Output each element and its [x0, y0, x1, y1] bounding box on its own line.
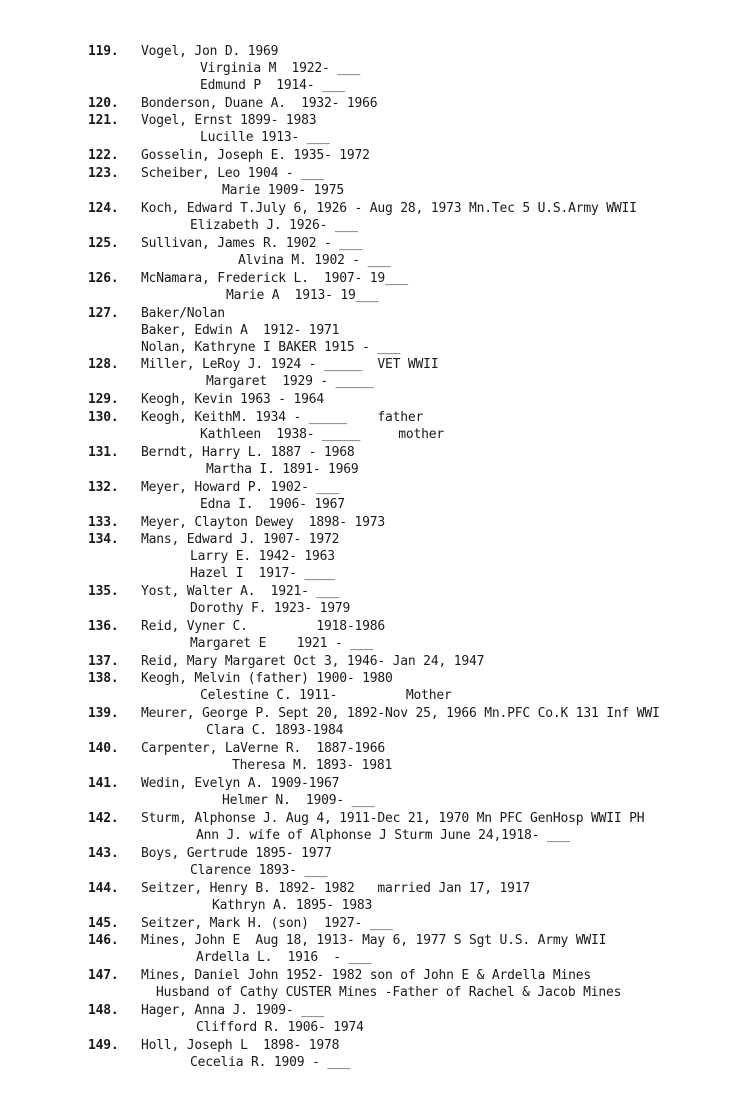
entry-line: Margaret 1929 - _____ — [206, 374, 374, 389]
entry-line: McNamara, Frederick L. 1907- 19___ — [141, 271, 408, 286]
entry-number: 126. — [88, 271, 119, 286]
entry-line: Marie A 1913- 19___ — [226, 288, 379, 303]
entry-line: Berndt, Harry L. 1887 - 1968 — [141, 445, 355, 460]
entry-number: 128. — [88, 357, 119, 372]
entry-line: Carpenter, LaVerne R. 1887-1966 — [141, 741, 386, 756]
entry-line: Ann J. wife of Alphonse J Sturm June 24,1918- ___ — [196, 828, 570, 843]
entry-number: 141. — [88, 776, 119, 791]
entry-line: Kathleen 1938- _____ mother — [200, 427, 445, 442]
entry-line: Gosselin, Joseph E. 1935- 1972 — [141, 148, 370, 163]
entry-line: Seitzer, Henry B. 1892- 1982 married Jan 17, 1917 — [141, 881, 530, 896]
entry-line: Holl, Joseph L 1898- 1978 — [141, 1038, 340, 1053]
entry-line: Kathryn A. 1895- 1983 — [212, 898, 373, 913]
entry-line: Scheiber, Leo 1904 - ___ — [141, 166, 325, 181]
entry-line: Reid, Vyner C. 1918-1986 — [141, 619, 386, 634]
entry-line: Koch, Edward T.July 6, 1926 - Aug 28, 1973 Mn.Tec 5 U.S.Army WWII — [141, 201, 637, 216]
entry-number: 145. — [88, 916, 119, 931]
entry-number: 139. — [88, 706, 119, 721]
entry-line: Larry E. 1942- 1963 — [190, 549, 335, 564]
entry-line: Alvina M. 1902 - ___ — [238, 253, 391, 268]
entry-line: Clifford R. 1906- 1974 — [196, 1020, 364, 1035]
entry-line: Hazel I 1917- ____ — [190, 566, 335, 581]
entry-line: Vogel, Ernst 1899- 1983 — [141, 113, 317, 128]
entry-number: 149. — [88, 1038, 119, 1053]
entry-line: Husband of Cathy CUSTER Mines -Father of Rachel & Jacob Mines — [156, 985, 622, 1000]
entry-number: 123. — [88, 166, 119, 181]
entry-line: Miller, LeRoy J. 1924 - _____ VET WWII — [141, 357, 439, 372]
entry-number: 130. — [88, 410, 119, 425]
entry-line: Margaret E 1921 - ___ — [190, 636, 374, 651]
entry-line: Vogel, Jon D. 1969 — [141, 44, 279, 59]
entry-line: Meyer, Clayton Dewey 1898- 1973 — [141, 515, 386, 530]
entry-number: 135. — [88, 584, 119, 599]
entry-number: 143. — [88, 846, 119, 861]
entry-line: Helmer N. 1909- ___ — [222, 793, 375, 808]
entry-line: Clara C. 1893-1984 — [206, 723, 344, 738]
entry-number: 142. — [88, 811, 119, 826]
entry-number: 127. — [88, 306, 119, 321]
entry-line: Nolan, Kathryne I BAKER 1915 - ___ — [141, 340, 401, 355]
entry-number: 144. — [88, 881, 119, 896]
entry-line: Mines, John E Aug 18, 1913- May 6, 1977 S Sgt U.S. Army WWII — [141, 933, 607, 948]
entry-number: 125. — [88, 236, 119, 251]
entry-line: Edna I. 1906- 1967 — [200, 497, 345, 512]
entry-line: Baker/Nolan — [141, 306, 225, 321]
entry-line: Edmund P 1914- ___ — [200, 78, 345, 93]
entry-line: Wedin, Evelyn A. 1909-1967 — [141, 776, 340, 791]
entry-number: 133. — [88, 515, 119, 530]
entry-line: Yost, Walter A. 1921- ___ — [141, 584, 340, 599]
entry-line: Theresa M. 1893- 1981 — [232, 758, 393, 773]
entry-line: Keogh, KeithM. 1934 - _____ father — [141, 410, 424, 425]
entry-number: 146. — [88, 933, 119, 948]
entry-line: Keogh, Kevin 1963 - 1964 — [141, 392, 325, 407]
entry-number: 132. — [88, 480, 119, 495]
entry-line: Martha I. 1891- 1969 — [206, 462, 359, 477]
entry-line: Mines, Daniel John 1952- 1982 son of John E & Ardella Mines — [141, 968, 591, 983]
entry-line: Virginia M 1922- ___ — [200, 61, 361, 76]
entry-line: Reid, Mary Margaret Oct 3, 1946- Jan 24, 1947 — [141, 654, 485, 669]
entry-number: 134. — [88, 532, 119, 547]
entry-line: Seitzer, Mark H. (son) 1927- ___ — [141, 916, 393, 931]
entry-line: Keogh, Melvin (father) 1900- 1980 — [141, 671, 393, 686]
entry-line: Boys, Gertrude 1895- 1977 — [141, 846, 332, 861]
entry-number: 121. — [88, 113, 119, 128]
entry-number: 124. — [88, 201, 119, 216]
entry-line: Meurer, George P. Sept 20, 1892-Nov 25, 1966 Mn.PFC Co.K 131 Inf WWI — [141, 706, 660, 721]
entry-line: Hager, Anna J. 1909- ___ — [141, 1003, 325, 1018]
entry-line: Cecelia R. 1909 - ___ — [190, 1055, 351, 1070]
entry-line: Elizabeth J. 1926- ___ — [190, 218, 358, 233]
entry-number: 119. — [88, 44, 119, 59]
entry-line: Clarence 1893- ___ — [190, 863, 328, 878]
entry-number: 131. — [88, 445, 119, 460]
entry-line: Sullivan, James R. 1902 - ___ — [141, 236, 363, 251]
entry-line: Meyer, Howard P. 1902- ___ — [141, 480, 340, 495]
entry-line: Bonderson, Duane A. 1932- 1966 — [141, 96, 378, 111]
entry-line: Dorothy F. 1923- 1979 — [190, 601, 351, 616]
entry-line: Marie 1909- 1975 — [222, 183, 345, 198]
entry-line: Ardella L. 1916 - ___ — [196, 950, 372, 965]
entry-number: 147. — [88, 968, 119, 983]
entry-line: Lucille 1913- ___ — [200, 130, 330, 145]
entry-number: 140. — [88, 741, 119, 756]
entry-number: 122. — [88, 148, 119, 163]
entry-number: 137. — [88, 654, 119, 669]
entry-line: Mans, Edward J. 1907- 1972 — [141, 532, 340, 547]
entry-number: 136. — [88, 619, 119, 634]
entry-number: 120. — [88, 96, 119, 111]
entry-number: 129. — [88, 392, 119, 407]
entry-number: 138. — [88, 671, 119, 686]
entry-line: Baker, Edwin A 1912- 1971 — [141, 323, 340, 338]
entry-number: 148. — [88, 1003, 119, 1018]
entry-line: Celestine C. 1911- Mother — [200, 688, 452, 703]
entry-line: Sturm, Alphonse J. Aug 4, 1911-Dec 21, 1970 Mn PFC GenHosp WWII PH — [141, 811, 645, 826]
